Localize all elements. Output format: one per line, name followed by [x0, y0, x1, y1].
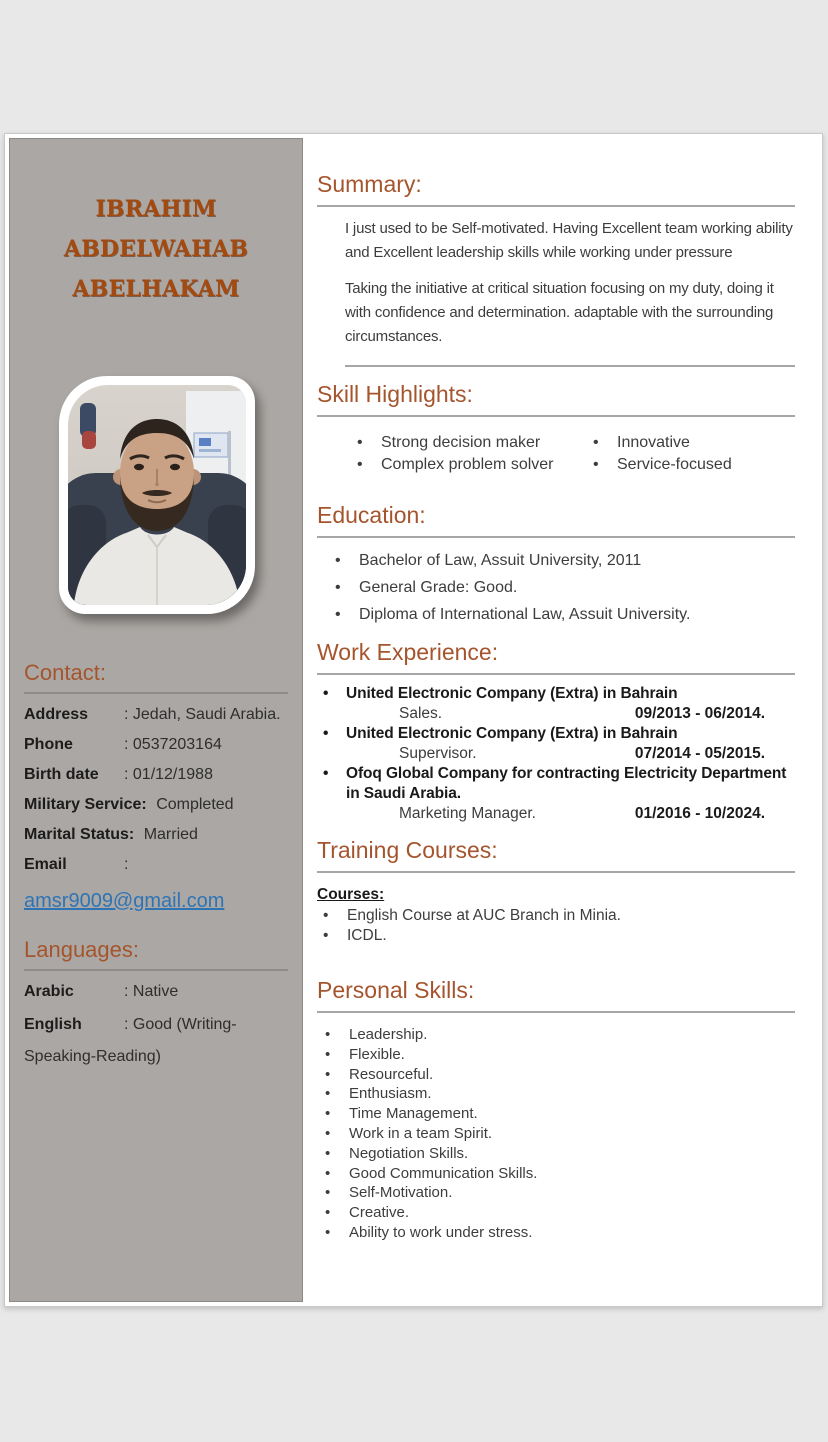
- personal-skill-text: Enthusiasm.: [349, 1085, 432, 1103]
- work-role: Marketing Manager.: [399, 805, 536, 822]
- skill-text: Service-focused: [617, 456, 732, 473]
- work-role-line: [399, 704, 765, 724]
- work-experience-list: [317, 684, 795, 824]
- list-item: [325, 1203, 795, 1223]
- bullet-icon: •: [325, 1184, 331, 1202]
- contact-label: Phone: [24, 736, 73, 753]
- contact-heading: Contact:: [24, 659, 288, 694]
- contact-row-address: [24, 706, 288, 723]
- bullet-icon: •: [325, 1065, 331, 1083]
- profile-photo-illustration: [68, 385, 246, 605]
- language-label: Arabic: [24, 983, 74, 1000]
- bullet-icon: •: [325, 1105, 331, 1123]
- personal-skill-text: Ability to work under stress.: [349, 1223, 533, 1241]
- personal-skill-text: Flexible.: [349, 1045, 405, 1063]
- summary-paragraph: I just used to be Self-motivated. Having Excellent team working ability and Excellent leadership skills while working under pressure: [345, 220, 793, 261]
- personal-skill-text: Resourceful.: [349, 1065, 434, 1083]
- cv-document-page: [4, 133, 823, 1307]
- courses-list: [323, 906, 795, 946]
- list-item: [335, 552, 795, 569]
- work-role: Sales.: [399, 705, 443, 722]
- course-text: ICDL.: [347, 927, 387, 944]
- language-value: : Good (Writing-: [124, 1016, 237, 1033]
- profile-photo: [68, 385, 246, 605]
- skill-text: Innovative: [617, 434, 690, 451]
- work-experience-heading: Work Experience:: [317, 638, 795, 675]
- work-role-line: [399, 804, 765, 824]
- languages-section: [24, 936, 288, 1066]
- courses-label: Courses:: [317, 886, 385, 903]
- bullet-icon: •: [325, 1223, 331, 1241]
- work-item: [317, 684, 795, 724]
- bullet-icon: •: [325, 1026, 331, 1043]
- personal-skill-text: Time Management.: [349, 1105, 478, 1123]
- bullet-icon: •: [325, 1124, 331, 1142]
- work-dates: 09/2013 - 06/2014.: [634, 705, 765, 722]
- list-item: [325, 1045, 795, 1065]
- education-item-text: Bachelor of Law, Assuit University, 2011: [359, 552, 642, 569]
- skill-text: Strong decision maker: [381, 434, 541, 451]
- language-row-arabic: [24, 983, 288, 1000]
- language-value: : Native: [124, 983, 179, 1000]
- training-courses-heading: Training Courses:: [317, 836, 795, 873]
- summary-paragraph: Taking the initiative at critical situation focusing on my duty, doing it with confidence and determination. adaptable with the surrounding circumstances.: [345, 280, 774, 345]
- bullet-icon: •: [357, 434, 363, 451]
- contact-label: Military Service:: [24, 796, 147, 813]
- list-item: [325, 1183, 795, 1203]
- contact-row-email: [24, 856, 288, 873]
- list-item: [323, 926, 795, 946]
- contact-value: : 0537203164: [124, 736, 222, 753]
- personal-skill-text: Self-Motivation.: [349, 1184, 453, 1202]
- list-item: [335, 606, 795, 623]
- language-row-english: [24, 1016, 288, 1033]
- skill-column-right: [593, 432, 732, 476]
- personal-skill-text: Good Communication Skills.: [349, 1164, 538, 1182]
- list-item: [325, 1164, 795, 1184]
- list-item: [325, 1124, 795, 1144]
- language-value-wrap: Speaking-Reading): [24, 1048, 161, 1065]
- personal-skills-list: [325, 1025, 795, 1243]
- list-item: [325, 1025, 795, 1045]
- work-role-line: [399, 744, 765, 764]
- education-list: [335, 552, 795, 623]
- bullet-icon: •: [325, 1204, 331, 1222]
- list-item: [593, 432, 732, 454]
- contact-row-military: [24, 796, 288, 813]
- contact-row-birthdate: [24, 766, 288, 783]
- work-company: Ofoq Global Company for contracting Electricity Department in Saudi Arabia.: [346, 765, 787, 802]
- list-item: [325, 1223, 795, 1243]
- education-item-text: Diploma of International Law, Assuit University.: [359, 606, 691, 623]
- list-item: [325, 1084, 795, 1104]
- candidate-name-line2: ABELHAKAM: [72, 276, 240, 302]
- list-item: [357, 432, 589, 454]
- bullet-icon: •: [325, 1085, 331, 1103]
- personal-skill-text: Creative.: [349, 1204, 410, 1222]
- language-label: English: [24, 1016, 82, 1033]
- personal-skill-text: Work in a team Spirit.: [349, 1124, 493, 1142]
- bullet-icon: •: [335, 552, 341, 569]
- list-item: [357, 454, 589, 476]
- work-company-line: [317, 724, 795, 744]
- bullet-icon: •: [325, 1144, 331, 1162]
- list-item: [325, 1144, 795, 1164]
- contact-row-marital: [24, 826, 288, 843]
- contact-value: : Jedah, Saudi Arabia.: [124, 706, 281, 723]
- personal-skill-text: Negotiation Skills.: [349, 1144, 469, 1162]
- list-item: [593, 454, 732, 476]
- bullet-icon: •: [323, 685, 329, 702]
- bullet-icon: •: [325, 1045, 331, 1063]
- email-link[interactable]: amsr9009@gmail.com: [24, 890, 225, 912]
- personal-skill-text: Leadership.: [349, 1026, 428, 1043]
- cv-sidebar: [9, 138, 303, 1302]
- cv-main-column: [317, 170, 795, 1243]
- work-dates: 07/2014 - 05/2015.: [634, 745, 765, 762]
- work-item: [317, 764, 795, 824]
- work-dates: 01/2016 - 10/2024.: [634, 805, 765, 822]
- bullet-icon: •: [357, 456, 363, 473]
- work-item: [317, 724, 795, 764]
- bullet-icon: •: [593, 456, 599, 473]
- work-company-line: [317, 684, 795, 704]
- skill-column-left: [357, 432, 589, 476]
- contact-value: Completed: [156, 796, 234, 813]
- contact-value: : 01/12/1988: [124, 766, 213, 783]
- bullet-icon: •: [323, 765, 329, 782]
- contact-label: Email: [24, 856, 67, 873]
- bullet-icon: •: [323, 907, 329, 924]
- bullet-icon: •: [335, 606, 341, 623]
- bullet-icon: •: [323, 725, 329, 742]
- skill-highlights-columns: [317, 432, 795, 476]
- skill-text: Complex problem solver: [381, 456, 554, 473]
- education-item-text: General Grade: Good.: [359, 579, 518, 596]
- work-company: United Electronic Company (Extra) in Bahrain: [346, 685, 678, 702]
- contact-value: :: [124, 856, 129, 873]
- personal-skills-heading: Personal Skills:: [317, 976, 795, 1013]
- languages-heading: Languages:: [24, 936, 288, 971]
- bullet-icon: •: [335, 579, 341, 596]
- profile-photo-frame: [59, 376, 255, 614]
- education-heading: Education:: [317, 501, 795, 538]
- contact-value: Married: [143, 826, 198, 843]
- contact-label: Birth date: [24, 766, 99, 783]
- contact-label: Marital Status:: [24, 826, 135, 843]
- list-item: [325, 1065, 795, 1085]
- work-company-line: [317, 764, 795, 804]
- summary-heading: Summary:: [317, 170, 795, 207]
- contact-label: Address: [24, 706, 89, 723]
- contact-section: [24, 659, 288, 913]
- bullet-icon: •: [593, 434, 599, 451]
- contact-row-phone: [24, 736, 288, 753]
- list-item: [335, 579, 795, 596]
- candidate-name-line1: IBRAHIM ABDELWAHAB: [63, 196, 249, 262]
- work-company: United Electronic Company (Extra) in Bahrain: [346, 725, 678, 742]
- bullet-icon: •: [325, 1164, 331, 1182]
- list-item: [323, 906, 795, 926]
- skill-highlights-heading: Skill Highlights:: [317, 380, 795, 417]
- bullet-icon: •: [323, 927, 329, 944]
- candidate-name: [12, 189, 300, 309]
- summary-body: [345, 217, 795, 367]
- work-role: Supervisor.: [399, 745, 477, 762]
- course-text: English Course at AUC Branch in Minia.: [347, 907, 621, 924]
- list-item: [325, 1104, 795, 1124]
